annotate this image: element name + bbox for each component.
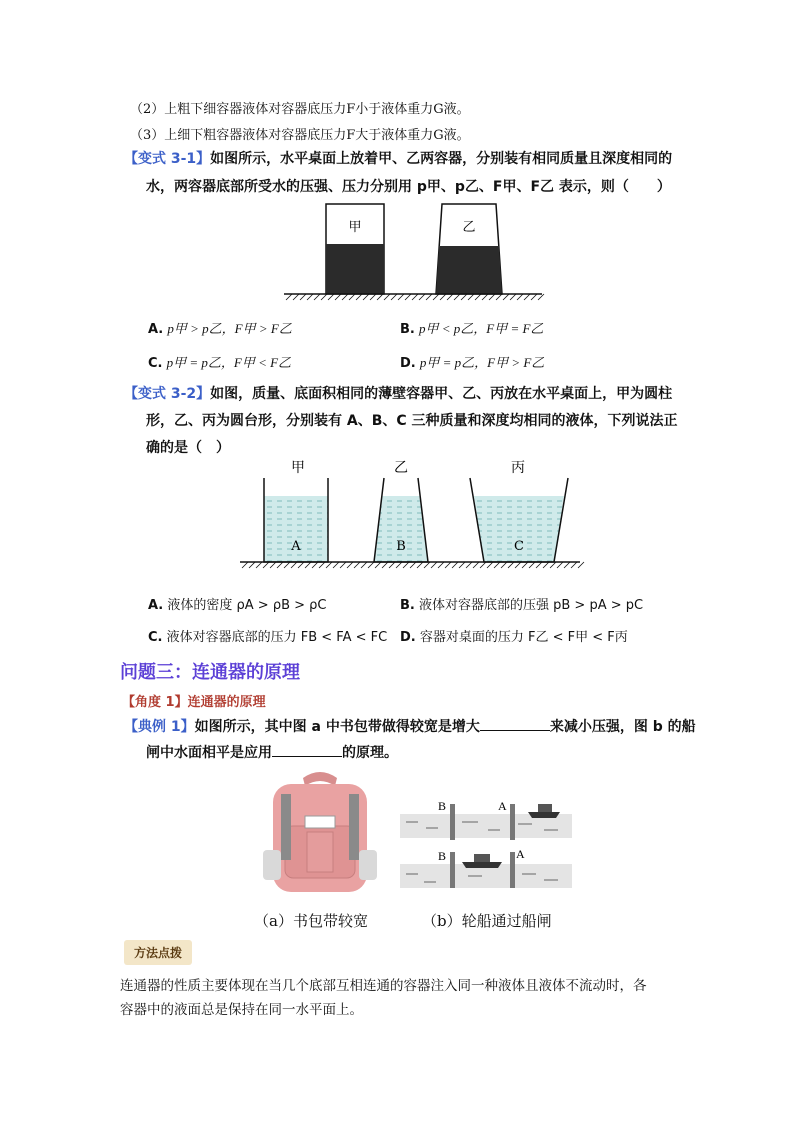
side-pocket-right (359, 850, 377, 880)
option-text: 液体的密度 ρA > ρB > ρC (167, 598, 327, 613)
example-text: 如图所示，其中图 a 中书包带做得较宽是增大 (194, 719, 480, 735)
question-text: 如图，质量、底面积相同的薄壁容器甲、乙、丙放在水平桌面上，甲为圆柱 (210, 386, 673, 402)
option-a[interactable] (148, 318, 292, 337)
option-letter: A. (148, 598, 164, 613)
option-d[interactable] (400, 352, 544, 371)
ship-top-cabin (538, 804, 552, 812)
option-letter: B. (400, 598, 415, 613)
example-text: 闸中水面相平是应用 (146, 745, 272, 761)
angle-text: 连通器的原理 (187, 695, 266, 710)
option-a[interactable] (148, 594, 326, 613)
option-text: p甲 = p乙，F甲 < F乙 (166, 355, 292, 370)
liquid-label-c: C (514, 539, 524, 554)
strap-right (349, 794, 359, 860)
water-jia (326, 244, 384, 294)
angle-tag: 【角度 1】 (122, 695, 188, 710)
label-yi: 乙 (394, 460, 408, 476)
backpack-handle (303, 772, 337, 786)
center-pocket (307, 832, 333, 872)
question-3-1-line2: 水，两容器底部所受水的压强、压力分别用 p甲、p乙、F甲、F乙 表示，则（ ） (146, 179, 671, 195)
table-hatch (242, 562, 584, 568)
method-paragraph-line1: 连通器的性质主要体现在当几个底部互相连通的容器注入同一种液体且液体不流动时，各 (120, 978, 647, 994)
example-line2 (146, 742, 398, 762)
gate-b-bottom (450, 852, 455, 888)
strap-left (281, 794, 291, 860)
option-letter: C. (148, 630, 163, 645)
text-line-2: （2）上粗下细容器液体对容器底压力F小于液体重力G液。 (130, 102, 470, 117)
liquid-label-b: B (396, 539, 406, 554)
question-tag: 【变式 3-2】 (124, 386, 211, 402)
option-text: p甲 > p乙，F甲 > F乙 (167, 321, 292, 336)
option-c[interactable] (148, 626, 387, 645)
method-paragraph-line2: 容器中的液面总是保持在同一水平面上。 (120, 1002, 363, 1018)
option-b[interactable] (400, 318, 543, 337)
ship-lock-image (398, 790, 576, 898)
gate-label-a: A (498, 799, 507, 813)
caption-a: （a）书包带较宽 (254, 912, 368, 930)
label-bing: 丙 (511, 460, 525, 476)
option-letter: D. (400, 630, 416, 645)
gate-label-a: A (516, 847, 525, 861)
answer-blank-1[interactable] (480, 718, 550, 731)
gate-label-b: B (438, 849, 447, 863)
gate-a-top (510, 804, 515, 840)
option-text: 容器对桌面的压力 F乙 < F甲 < F丙 (419, 630, 628, 645)
gate-b-top (450, 804, 455, 840)
example-text: 来减小压强，图 b 的船 (549, 719, 696, 735)
text-line-3: （3）上细下粗容器液体对容器底压力F大于液体重力G液。 (130, 128, 470, 143)
label-yi: 乙 (462, 220, 476, 235)
example-tag: 【典例 1】 (124, 719, 195, 735)
option-letter: B. (400, 322, 415, 337)
answer-blank-2[interactable] (272, 744, 342, 757)
option-d[interactable] (400, 626, 628, 645)
gate-a-bottom (510, 852, 515, 888)
question-3-1-line1 (124, 148, 672, 168)
question-3-2-line3: 确的是（ ） (146, 440, 230, 456)
liquid-label-a: A (291, 539, 301, 554)
ship-bottom (462, 862, 502, 868)
gate-label-b: B (438, 799, 447, 813)
option-letter: D. (400, 356, 416, 371)
option-letter: C. (148, 356, 163, 371)
backpack-image (255, 768, 385, 900)
caption-b: （b）轮船通过船闸 (422, 912, 552, 930)
figure-two-containers (280, 196, 550, 306)
question-3-2-line2: 形，乙、丙为圆台形，分别装有 A、B、C 三种质量和深度均相同的液体，下列说法正 (146, 413, 678, 429)
water-yi (436, 246, 502, 294)
example-line1 (124, 716, 696, 736)
option-b[interactable] (400, 594, 643, 613)
option-letter: A. (148, 322, 164, 337)
figure-three-containers (236, 456, 586, 582)
question-text: 如图所示，水平桌面上放着甲、乙两容器，分别装有相同质量且深度相同的 (210, 151, 673, 167)
ship-top (528, 812, 560, 818)
section-title: 问题三：连通器的原理 (120, 662, 300, 683)
angle-heading (122, 691, 266, 710)
question-3-2-line1 (124, 383, 672, 403)
option-c[interactable] (148, 352, 291, 371)
option-text: p甲 = p乙，F甲 > F乙 (419, 355, 545, 370)
side-pocket-left (263, 850, 281, 880)
backpack-label-patch (305, 816, 335, 828)
label-jia: 甲 (348, 220, 362, 235)
option-text: 液体对容器底部的压力 FB < FA < FC (166, 630, 388, 645)
method-badge: 方法点拨 (124, 940, 192, 965)
ship-bottom-cabin (474, 854, 490, 862)
option-text: p甲 < p乙，F甲 = F乙 (419, 321, 544, 336)
example-text: 的原理。 (342, 745, 398, 761)
label-jia: 甲 (291, 460, 305, 476)
question-tag: 【变式 3-1】 (124, 151, 211, 167)
table-hatch (286, 294, 544, 300)
option-text: 液体对容器底部的压强 pB > pA > pC (419, 598, 644, 613)
